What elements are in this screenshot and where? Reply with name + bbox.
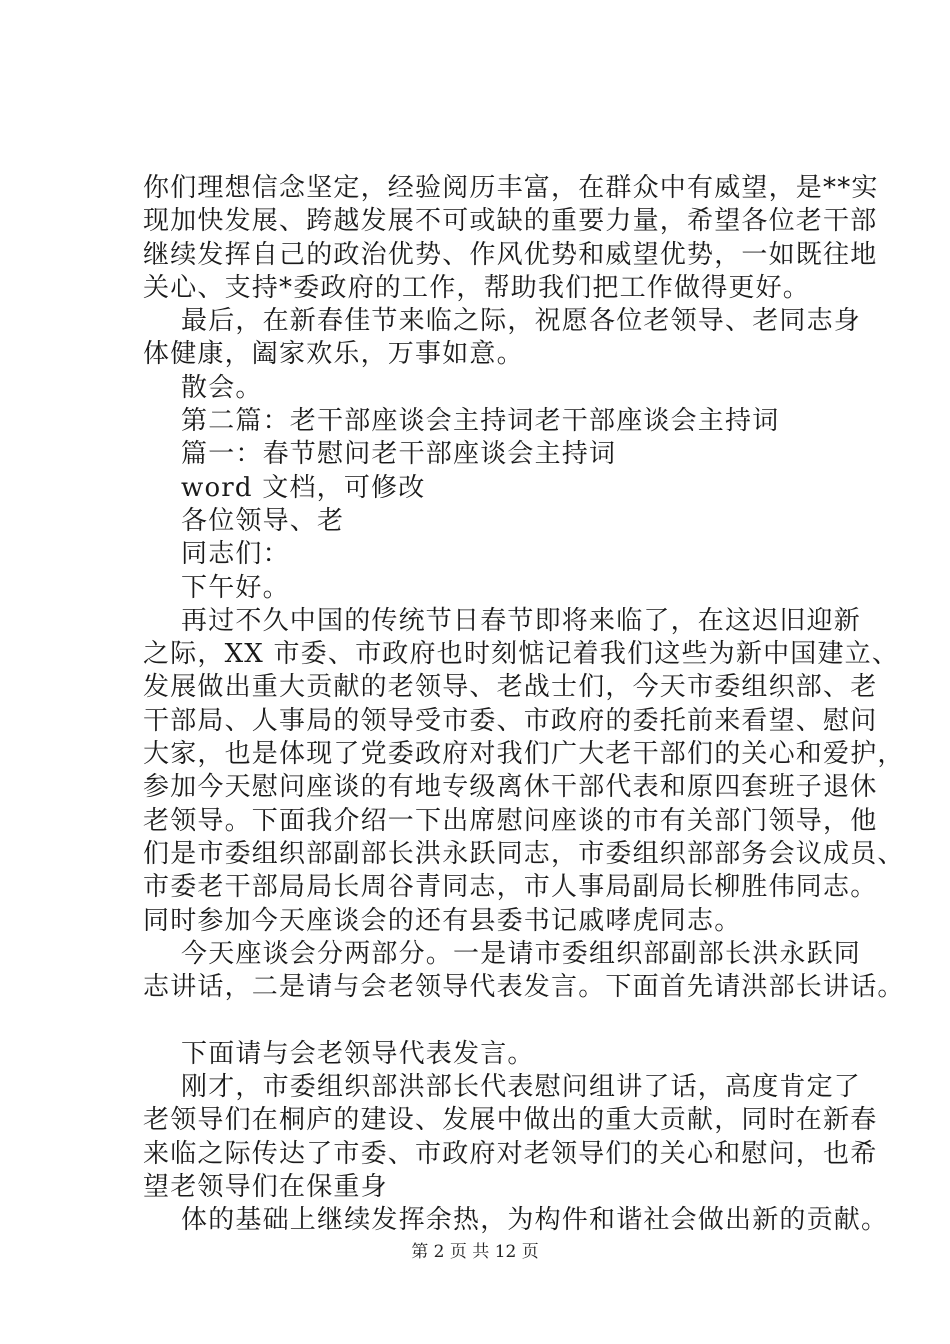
text-line: 各位领导、老	[181, 505, 345, 536]
text-line: 们是市委组织部副部长洪永跃同志，市委组织部部务会议成员、	[143, 838, 905, 869]
text-line: 市委老干部局局长周谷青同志，市人事局副局长柳胜伟同志。	[143, 872, 878, 903]
text-line: 来临之际传达了市委、市政府对老领导们的关心和慰问，也希	[143, 1138, 878, 1169]
text-line: 下午好。	[181, 572, 290, 603]
text-line	[143, 1004, 843, 1037]
text-line: 大家，也是体现了党委政府对我们广大老干部们的关心和爱护，	[143, 739, 905, 770]
text-line: 志讲话，二是请与会老领导代表发言。下面首先请洪部长讲话。	[143, 972, 905, 1003]
text-line: 今天座谈会分两部分。一是请市委组织部副部长洪永跃同	[181, 938, 862, 969]
text-line: 干部局、人事局的领导受市委、市政府的委托前来看望、慰问	[143, 705, 878, 736]
document-body	[143, 172, 905, 1238]
text-line: 下面请与会老领导代表发言。	[181, 1038, 535, 1069]
text-line: 最后，在新春佳节来临之际，祝愿各位老领导、老同志身	[181, 306, 862, 337]
text-line: 篇一：春节慰问老干部座谈会主持词	[181, 439, 617, 470]
text-line: 再过不久中国的传统节日春节即将来临了，在这迟旧迎新	[181, 605, 862, 636]
text-line: 之际，XX 市委、市政府也时刻惦记着我们这些为新中国建立、	[143, 639, 900, 670]
text-line: 散会。	[181, 372, 263, 403]
page-footer: 第 2 页 共 12 页	[411, 1242, 539, 1262]
text-line: 发展做出重大贡献的老领导、老战士们，今天市委组织部、老	[143, 672, 878, 703]
text-line: 第二篇：老干部座谈会主持词老干部座谈会主持词	[181, 406, 780, 437]
text-line: 同志们：	[181, 539, 290, 570]
text-line: 体健康，阖家欢乐，万事如意。	[143, 339, 524, 370]
text-line: 老领导们在桐庐的建设、发展中做出的重大贡献，同时在新春	[143, 1105, 878, 1136]
text-line: 你们理想信念坚定，经验阅历丰富，在群众中有威望，是**实	[143, 173, 879, 203]
text-line: 体的基础上继续发挥余热，为构件和谐社会做出新的贡献。	[181, 1205, 889, 1236]
text-line: 同时参加今天座谈会的还有县委书记戚哮虎同志。	[143, 905, 742, 936]
text-line: 参加今天慰问座谈的有地专级离休干部代表和原四套班子退休	[143, 772, 878, 803]
text-line: 现加快发展、跨越发展不可或缺的重要力量，希望各位老干部	[143, 206, 878, 237]
text-line: 老领导。下面我介绍一下出席慰问座谈的市有关部门领导，他	[143, 805, 878, 836]
text-line: 继续发挥自己的政治优势、作风优势和威望优势，一如既往地	[143, 239, 878, 270]
text-line: 刚才，市委组织部洪部长代表慰问组讲了话，高度肯定了	[181, 1072, 862, 1103]
text-line: 望老领导们在保重身	[143, 1171, 388, 1202]
text-line: 关心、支持*委政府的工作，帮助我们把工作做得更好。	[143, 272, 811, 303]
text-line: word 文档，可修改	[181, 472, 426, 503]
